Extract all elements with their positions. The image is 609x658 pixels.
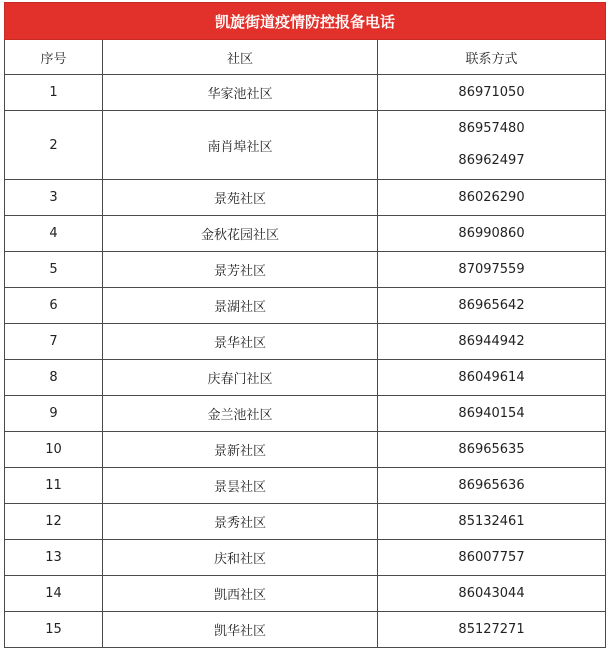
table-body: [5, 75, 606, 648]
row-index: 13: [5, 540, 103, 576]
row-index: 11: [5, 468, 103, 504]
table-row: [5, 288, 606, 324]
row-index: 9: [5, 396, 103, 432]
row-contact: [378, 75, 606, 111]
row-index: 12: [5, 504, 103, 540]
table-row: [5, 540, 606, 576]
row-index: 4: [5, 216, 103, 252]
row-contact: [378, 576, 606, 612]
row-community: 景秀社区: [103, 504, 378, 540]
row-index: 15: [5, 612, 103, 648]
row-index: 3: [5, 180, 103, 216]
row-contact: [378, 504, 606, 540]
row-community: 凯华社区: [103, 612, 378, 648]
contact-table: [4, 2, 606, 648]
row-index: 2: [5, 111, 103, 180]
phone-number: 85132461: [458, 513, 525, 529]
phone-number: 86957480: [458, 121, 525, 136]
table-row: [5, 252, 606, 288]
table-row: [5, 180, 606, 216]
row-community: 庆春门社区: [103, 360, 378, 396]
table-title: 凯旋街道疫情防控报备电话: [5, 3, 606, 40]
row-contact: [378, 468, 606, 504]
row-index: 7: [5, 324, 103, 360]
table-row: [5, 612, 606, 648]
row-community: 景湖社区: [103, 288, 378, 324]
row-contact: [378, 540, 606, 576]
table-row: [5, 576, 606, 612]
row-community: 华家池社区: [103, 75, 378, 111]
row-community: 景华社区: [103, 324, 378, 360]
row-index: 10: [5, 432, 103, 468]
row-contact: [378, 216, 606, 252]
phone-number: 86043044: [458, 585, 525, 601]
table-row: [5, 75, 606, 111]
row-contact: [378, 396, 606, 432]
table-row: [5, 216, 606, 252]
row-contact: [378, 288, 606, 324]
phone-number: 85127271: [458, 621, 525, 637]
row-index: 14: [5, 576, 103, 612]
row-community: 景新社区: [103, 432, 378, 468]
phone-number: 86965635: [458, 441, 525, 457]
table-row: [5, 360, 606, 396]
row-contact: [378, 180, 606, 216]
row-community: 南肖埠社区: [103, 111, 378, 180]
row-contact: [378, 432, 606, 468]
header-row: [5, 40, 606, 75]
table-row: [5, 468, 606, 504]
table-row: [5, 432, 606, 468]
row-community: 庆和社区: [103, 540, 378, 576]
row-community: 金兰池社区: [103, 396, 378, 432]
header-index: 序号: [5, 40, 103, 75]
row-contact: [378, 111, 606, 180]
row-community: 景昙社区: [103, 468, 378, 504]
row-index: 8: [5, 360, 103, 396]
phone-number: 86026290: [458, 189, 525, 205]
table-row: [5, 396, 606, 432]
phone-number: 86965636: [458, 477, 525, 493]
table-row: [5, 324, 606, 360]
row-community: 景苑社区: [103, 180, 378, 216]
header-contact: 联系方式: [378, 40, 606, 75]
row-contact: [378, 252, 606, 288]
phone-number: 86971050: [458, 84, 525, 100]
phone-number: 87097559: [458, 261, 525, 277]
table-row: [5, 504, 606, 540]
phone-number: 86944942: [458, 333, 525, 349]
phone-number: 86940154: [458, 405, 525, 421]
phone-number: 86965642: [458, 297, 525, 313]
phone-number: 86007757: [458, 549, 525, 565]
row-index: 6: [5, 288, 103, 324]
phone-number: 86049614: [458, 369, 525, 385]
phone-number: 86962497: [458, 153, 525, 168]
row-contact: [378, 324, 606, 360]
header-community: 社区: [103, 40, 378, 75]
row-community: 金秋花园社区: [103, 216, 378, 252]
row-contact: [378, 612, 606, 648]
row-index: 1: [5, 75, 103, 111]
row-community: 凯西社区: [103, 576, 378, 612]
table-row: [5, 111, 606, 180]
row-contact: [378, 360, 606, 396]
phone-number: 86990860: [458, 225, 525, 241]
row-community: 景芳社区: [103, 252, 378, 288]
contact-table-container: [4, 2, 605, 648]
row-index: 5: [5, 252, 103, 288]
